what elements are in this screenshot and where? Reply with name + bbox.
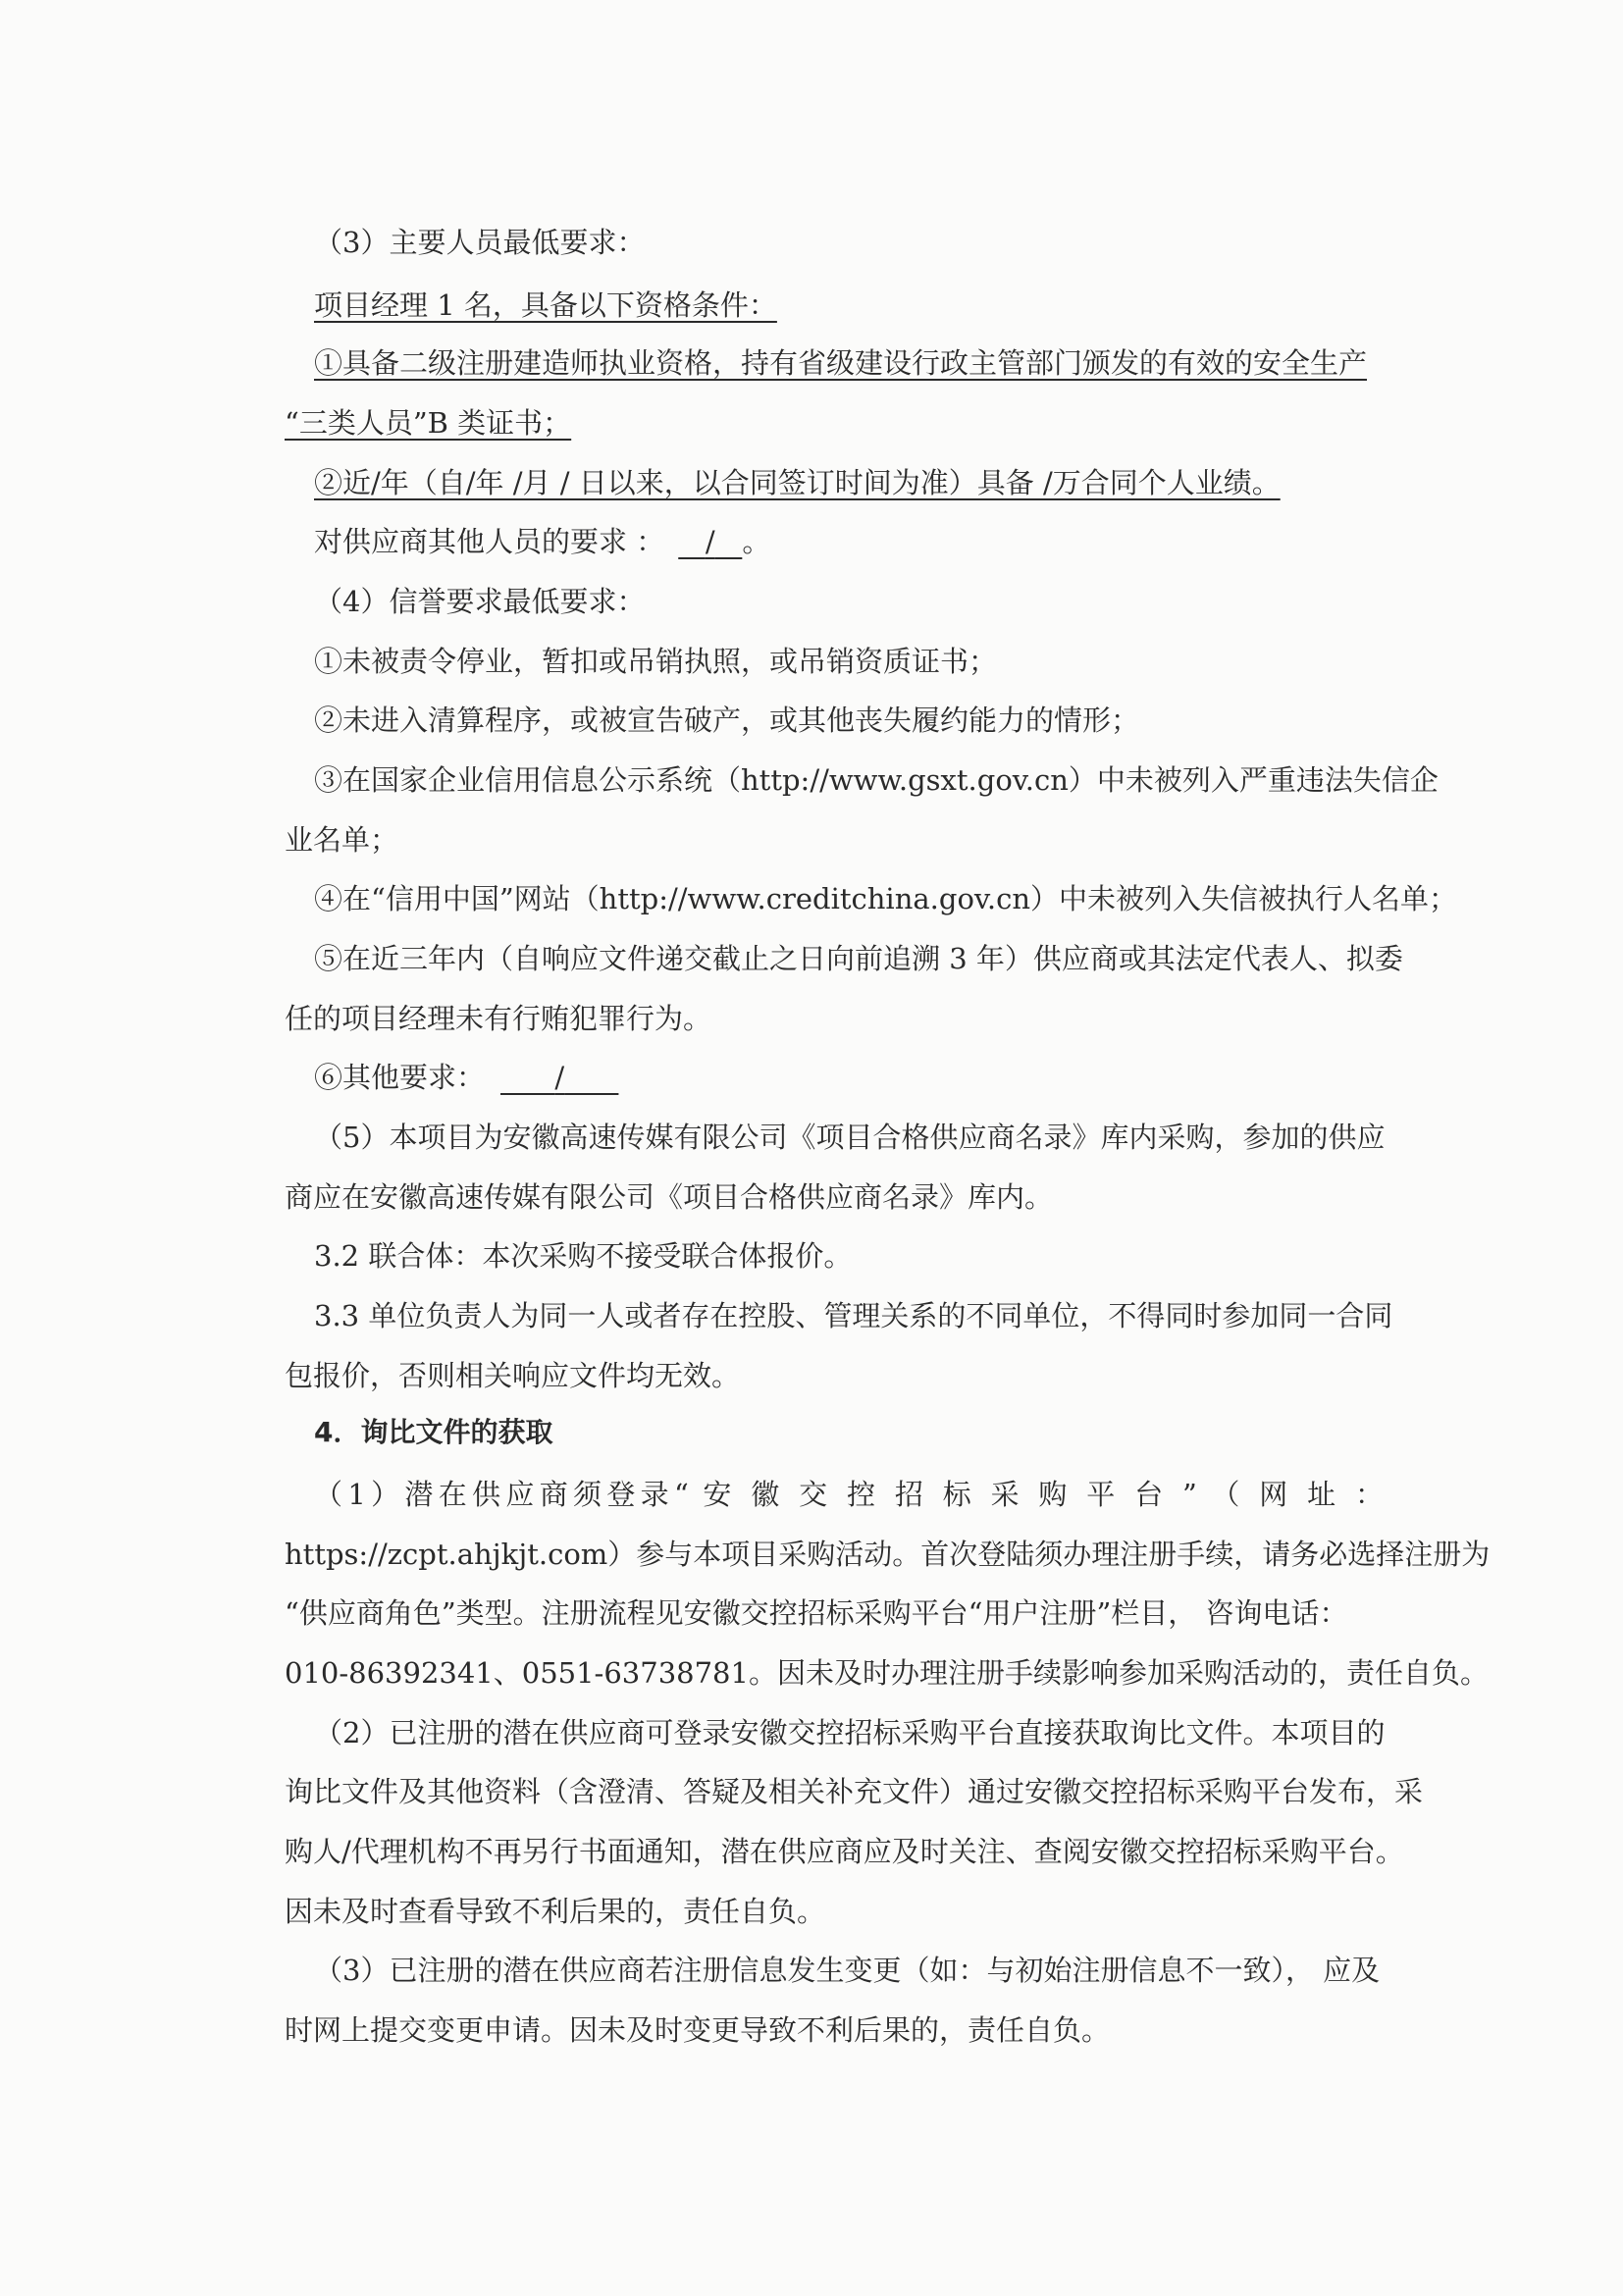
acquire-item-1: （1）潜在供应商须登录“ 安 徽 交 控 招 标 采 购 平 台 ” （ 网 址 ： — [314, 1478, 1384, 1511]
credit-item-3-cont: 业名单； — [285, 823, 399, 857]
acquire-item-2: （2）已注册的潜在供应商可登录安徽交控招标采购平台直接获取询比文件。本项目的 — [314, 1716, 1386, 1749]
pm-requirement-line: 项目经理 1 名，具备以下资格条件： — [314, 288, 777, 322]
acquire-item-3: （3）已注册的潜在供应商若注册信息发生变更（如：与初始注册信息不一致）， 应及 — [314, 1954, 1381, 1987]
credit-item-4: ④在“信用中国”网站（http://www.creditchina.gov.cn）中未被列入失信被执行人名单； — [314, 882, 1457, 915]
acquire-item-2-cont-1: 询比文件及其他资料（含澄清、答疑及相关补充文件）通过安徽交控招标采购平台发布，采 — [285, 1775, 1424, 1808]
section-4-title: 4．询比文件的获取 — [314, 1416, 553, 1448]
acquire-item-2-cont-2: 购人/代理机构不再另行书面通知，潜在供应商应及时关注、查阅安徽交控招标采购平台。 — [285, 1835, 1404, 1868]
qualification-line-1: ①具备二级注册建造师执业资格，持有省级建设行政主管部门颁发的有效的安全生产 — [314, 346, 1368, 380]
qualification-line-2: ②近/年（自/年 /月 / 日以来，以合同签订时间为准）具备 /万合同个人业绩。 — [314, 466, 1281, 499]
credit-item-6: ⑥其他要求： / — [314, 1058, 618, 1097]
clause-3-3-cont: 包报价，否则相关响应文件均无效。 — [285, 1359, 741, 1392]
credit-item-1: ①未被责令停业，暂扣或吊销执照，或吊销资质证书； — [314, 645, 998, 678]
section-4-heading: （4）信誉要求最低要求： — [314, 585, 646, 618]
section-3-heading: （3）主要人员最低要求： — [314, 226, 646, 259]
section-5-line: （5）本项目为安徽高速传媒有限公司《项目合格供应商名录》库内采购，参加的供应 — [314, 1121, 1386, 1154]
other-staff-requirement: 对供应商其他人员的要求 ： / 。 — [314, 525, 771, 558]
qualification-line-1-cont: “三类人员”B 类证书； — [285, 406, 572, 440]
credit-item-2: ②未进入清算程序，或被宣告破产，或其他丧失履约能力的情形； — [314, 704, 1140, 737]
clause-3-3: 3.3 单位负责人为同一人或者存在控股、管理关系的不同单位，不得同时参加同一合同 — [314, 1299, 1393, 1332]
section-5-line-cont: 商应在安徽高速传媒有限公司《项目合格供应商名录》库内。 — [285, 1180, 1054, 1214]
other-staff-value: / — [705, 525, 715, 558]
acquire-item-1-cont-1: https://zcpt.ahjkjt.com）参与本项目采购活动。首次登陆须办理注册手续，请务必选择注册为 — [285, 1538, 1491, 1571]
credit-item-5: ⑤在近三年内（自响应文件递交截止之日向前追溯 3 年）供应商或其法定代表人、拟委 — [314, 942, 1403, 975]
acquire-item-2-cont-3: 因未及时查看导致不利后果的，责任自负。 — [285, 1895, 826, 1928]
acquire-item-3-cont: 时网上提交变更申请。因未及时变更导致不利后果的，责任自负。 — [285, 2013, 1111, 2047]
other-staff-label: 对供应商其他人员的要求 ： — [314, 525, 665, 558]
other-requirement-value: / — [554, 1061, 565, 1094]
credit-item-5-cont: 任的项目经理未有行贿犯罪行为。 — [285, 1002, 712, 1035]
credit-item-3: ③在国家企业信用信息公示系统（http://www.gsxt.gov.cn）中未被列入严重违法失信企 — [314, 763, 1439, 797]
acquire-item-1-cont-2: “供应商角色”类型。注册流程见安徽交控招标采购平台“用户注册”栏目， 咨询电话： — [285, 1596, 1348, 1630]
clause-3-2: 3.2 联合体：本次采购不接受联合体报价。 — [314, 1239, 853, 1273]
acquire-item-1-cont-3: 010-86392341、0551-63738781。因未及时办理注册手续影响参加采购活动的，责任自负。 — [285, 1656, 1489, 1690]
